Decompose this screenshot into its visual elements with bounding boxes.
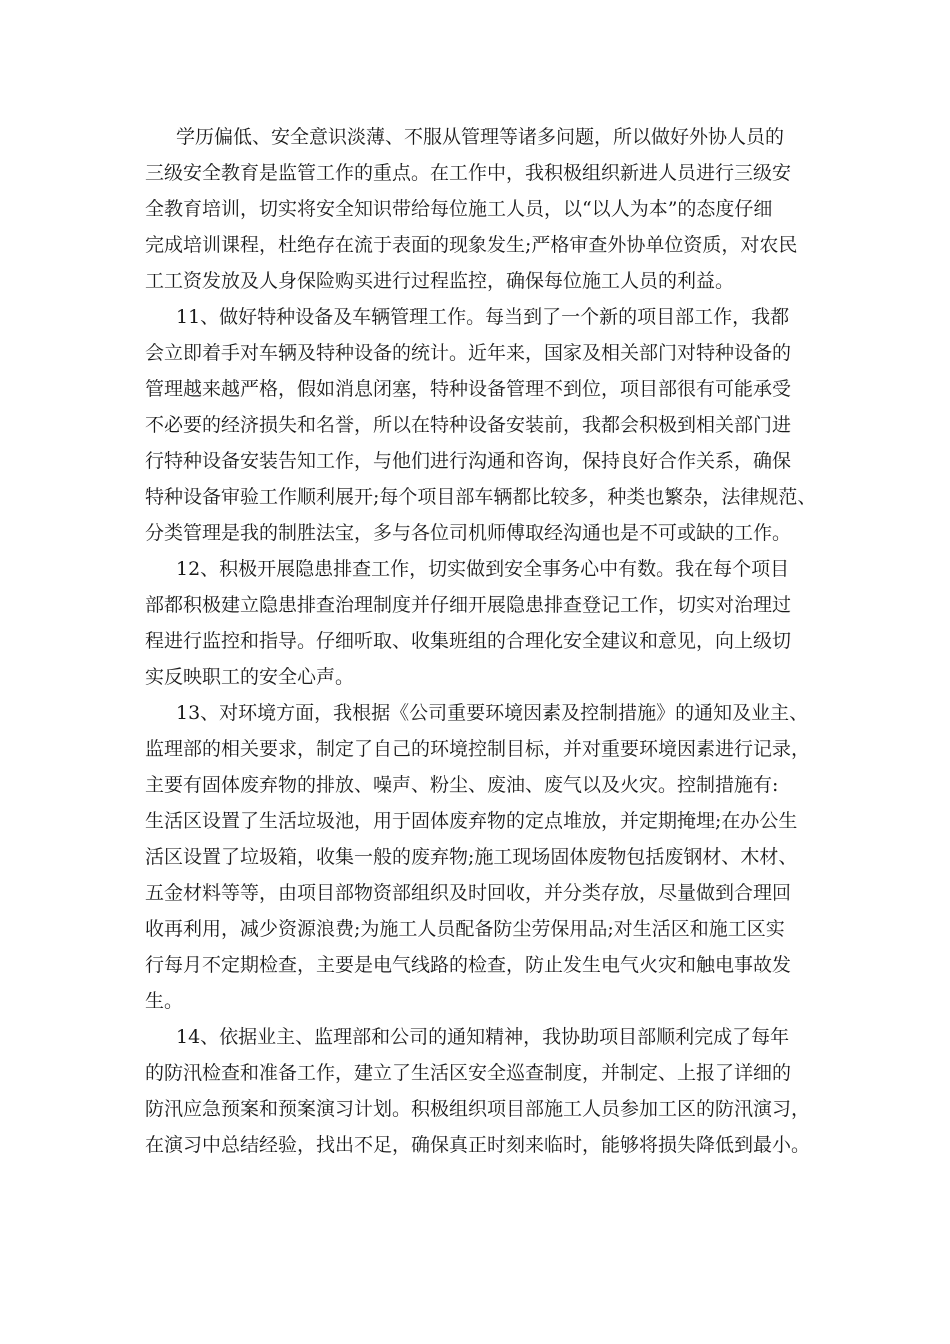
text-line: 在演习中总结经验，找出不足，确保真正时刻来临时，能够将损失降低到最小。 [145, 1134, 811, 1156]
text-line: 学历偏低、安全意识淡薄、不服从管理等诸多问题，所以做好外协人员的 [176, 126, 785, 148]
text-line: 生活区设置了生活垃圾池，用于固体废弃物的定点堆放，并定期掩埋;在办公生 [145, 810, 798, 832]
text-line: 不必要的经济损失和名誉，所以在特种设备安装前，我都会积极到相关部门进 [145, 414, 792, 436]
text-line: 的防汛检查和准备工作，建立了生活区安全巡查制度，并制定、上报了详细的 [145, 1062, 792, 1084]
text-line: 活区设置了垃圾箱，收集一般的废弃物;施工现场固体废物包括废钢材、木材、 [145, 846, 798, 868]
text-line: 生。 [145, 990, 184, 1012]
text-line: 11、做好特种设备及车辆管理工作。每当到了一个新的项目部工作，我都 [176, 306, 790, 328]
text-line: 主要有固体废弃物的排放、噪声、粉尘、废油、废气以及火灾。控制措施有: [145, 774, 779, 796]
text-line: 部都积极建立隐患排查治理制度并仔细开展隐患排查登记工作，切实对治理过 [145, 594, 792, 616]
text-line: 行每月不定期检查，主要是电气线路的检查，防止发生电气火灾和触电事故发 [145, 954, 792, 976]
text-line: 13、对环境方面，我根据《公司重要环境因素及控制措施》的通知及业主、 [176, 702, 809, 724]
text-line: 工工资发放及人身保险购买进行过程监控，确保每位施工人员的利益。 [145, 270, 735, 292]
text-line: 收再利用，减少资源浪费;为施工人员配备防尘劳保用品;对生活区和施工区实 [145, 918, 785, 940]
text-line: 12、积极开展隐患排查工作，切实做到安全事务心中有数。我在每个项目 [176, 558, 790, 580]
text-line: 14、依据业主、监理部和公司的通知精神，我协助项目部顺利完成了每年 [176, 1026, 790, 1048]
text-line: 完成培训课程，杜绝存在流于表面的现象发生;严格审查外协单位资质，对农民 [145, 234, 798, 256]
text-line: 防汛应急预案和预案演习计划。积极组织项目部施工人员参加工区的防汛演习， [145, 1098, 811, 1120]
text-line: 行特种设备安装告知工作，与他们进行沟通和咨询，保持良好合作关系，确保 [145, 450, 792, 472]
text-line: 全教育培训，切实将安全知识带给每位施工人员，以“以人为本”的态度仔细 [145, 198, 773, 220]
text-line: 会立即着手对车辆及特种设备的统计。近年来，国家及相关部门对特种设备的 [145, 342, 792, 364]
text-line: 管理越来越严格，假如消息闭塞，特种设备管理不到位，项目部很有可能承受 [145, 378, 792, 400]
text-line: 五金材料等等，由项目部物资部组织及时回收，并分类存放，尽量做到合理回 [145, 882, 792, 904]
text-line: 实反映职工的安全心声。 [145, 666, 355, 688]
text-line: 程进行监控和指导。仔细听取、收集班组的合理化安全建议和意见，向上级切 [145, 630, 792, 652]
text-line: 分类管理是我的制胜法宝，多与各位司机师傅取经沟通也是不可或缺的工作。 [145, 522, 792, 544]
text-line: 特种设备审验工作顺利展开;每个项目部车辆都比较多，种类也繁杂，法律规范、 [145, 486, 817, 508]
body-text [145, 119, 825, 1163]
text-line: 监理部的相关要求，制定了自己的环境控制目标，并对重要环境因素进行记录， [145, 738, 811, 760]
text-line: 三级安全教育是监管工作的重点。在工作中，我积极组织新进人员进行三级安 [145, 162, 792, 184]
